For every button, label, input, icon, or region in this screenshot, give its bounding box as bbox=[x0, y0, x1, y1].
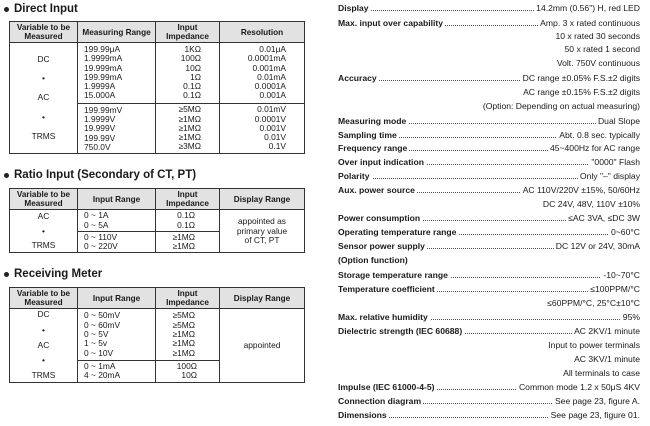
spec-label: Accuracy bbox=[338, 73, 377, 83]
header-input-impedance: Input Impedance bbox=[156, 288, 220, 309]
table-header-row bbox=[10, 189, 305, 210]
spec-label: Aux. power source bbox=[338, 185, 415, 195]
display-range-cell: appointed bbox=[220, 309, 305, 382]
left-column bbox=[4, 0, 306, 383]
spec-value: Common mode 1.2 x 50μS 4KV bbox=[518, 382, 640, 392]
spec-row bbox=[338, 227, 640, 238]
impedance-cell bbox=[156, 103, 220, 153]
range-value: 0 ~ 60mV bbox=[84, 319, 121, 330]
range-cell bbox=[78, 210, 156, 232]
spec-value: "0000" Flash bbox=[591, 157, 640, 167]
impedance-value: ≥5MΩ bbox=[172, 319, 195, 330]
variable-label: AC bbox=[37, 339, 50, 350]
header-display-range: Display Range bbox=[220, 288, 305, 309]
spec-value: 50 x rated 1 second bbox=[564, 44, 640, 54]
header-measuring-range: Measuring Range bbox=[78, 22, 156, 43]
display-range-line: primary value bbox=[236, 225, 288, 236]
impedance-value: ≥1MΩ bbox=[172, 347, 195, 358]
variable-label: • bbox=[42, 355, 45, 366]
variable-cell bbox=[10, 309, 78, 382]
range-value: 750.0V bbox=[84, 141, 111, 152]
spec-row bbox=[338, 241, 640, 252]
receiving-meter-table bbox=[9, 287, 305, 382]
spec-value: ≤100PPM/°C bbox=[590, 284, 640, 294]
range-cell bbox=[78, 231, 156, 253]
variable-label: AC bbox=[37, 211, 50, 222]
spec-row bbox=[338, 270, 640, 281]
spec-value: Amp. 3 x rated continuous bbox=[540, 18, 640, 28]
bullet-icon bbox=[4, 272, 9, 277]
range-value: 199.99mA bbox=[84, 71, 123, 82]
spec-label: Display bbox=[338, 3, 369, 13]
range-value: 0 ~ 1mA bbox=[84, 360, 116, 371]
range-value: 1.9999mA bbox=[84, 53, 123, 64]
impedance-value: ≥5MΩ bbox=[178, 104, 201, 115]
range-value: 0 ~ 5V bbox=[84, 329, 109, 340]
bullet-icon bbox=[4, 173, 9, 178]
spec-row bbox=[338, 143, 640, 154]
spec-value: ≤AC 3VA, ≤DC 3W bbox=[568, 213, 640, 223]
range-value: 0 ~ 220V bbox=[84, 241, 118, 252]
range-value: 1.9999A bbox=[84, 81, 116, 92]
spec-label: Sampling time bbox=[338, 130, 397, 140]
header-display-range: Display Range bbox=[220, 189, 305, 210]
variable-label: AC bbox=[37, 92, 50, 103]
impedance-cell bbox=[156, 210, 220, 232]
range-value: 199.99mV bbox=[84, 104, 123, 115]
spec-label: Measuring mode bbox=[338, 116, 407, 126]
spec-value: ≤60PPM/°C, 25°C±10°C bbox=[547, 298, 640, 308]
impedance-value: ≥1MΩ bbox=[178, 113, 201, 124]
spec-row bbox=[338, 199, 640, 210]
impedance-value: 10Ω bbox=[181, 370, 197, 381]
range-value: 0 ~ 110V bbox=[84, 231, 118, 242]
impedance-cell bbox=[156, 231, 220, 253]
spec-row bbox=[338, 213, 640, 224]
spec-value: See page 23, figure 01. bbox=[550, 410, 640, 420]
spec-value: AC range ±0.15% F.S.±2 digits bbox=[523, 87, 640, 97]
spec-row bbox=[338, 44, 640, 55]
range-value: 199.99μA bbox=[84, 44, 121, 54]
resolution-value: 0.1V bbox=[268, 141, 286, 152]
spec-value: 0~60°C bbox=[611, 227, 640, 237]
spec-row bbox=[338, 18, 640, 29]
table-row bbox=[10, 309, 305, 360]
variable-label: TRMS bbox=[31, 370, 56, 381]
spec-row bbox=[338, 326, 640, 337]
range-cell bbox=[78, 309, 156, 360]
impedance-value: 0.1Ω bbox=[183, 90, 201, 101]
spec-row bbox=[338, 31, 640, 42]
spec-row bbox=[338, 73, 640, 84]
impedance-cell bbox=[156, 43, 220, 104]
impedance-value: 100Ω bbox=[176, 360, 197, 371]
spec-row bbox=[338, 116, 640, 127]
ratio-input-section-title bbox=[4, 168, 306, 182]
spec-value: Input to power terminals bbox=[548, 340, 640, 350]
header-input-impedance: Input Impedance bbox=[156, 22, 220, 43]
spec-value: See page 23, figure A. bbox=[554, 396, 640, 406]
receiving-meter-section-title bbox=[4, 267, 306, 281]
spec-label: (Option function) bbox=[338, 255, 408, 265]
range-value: 19.999mA bbox=[84, 62, 123, 73]
spec-row bbox=[338, 340, 640, 351]
variable-label: TRMS bbox=[31, 240, 56, 250]
spec-label: Operating temperature range bbox=[338, 227, 457, 237]
resolution-value: 0.01mV bbox=[257, 104, 286, 115]
spec-row bbox=[338, 185, 640, 196]
spec-row bbox=[338, 396, 640, 407]
direct-input-title: Direct Input bbox=[14, 3, 78, 15]
spec-value: AC 2KV/1 minute bbox=[574, 326, 640, 336]
variable-cell bbox=[10, 210, 78, 253]
impedance-value: ≥1MΩ bbox=[178, 132, 201, 143]
spec-value: AC 3KV/1 minute bbox=[574, 354, 640, 364]
impedance-cell bbox=[156, 360, 220, 382]
spec-label: Temperature coefficient bbox=[338, 284, 435, 294]
resolution-value: 0.001mA bbox=[252, 62, 286, 73]
spec-value: Volt. 750V continuous bbox=[556, 58, 640, 68]
spec-label: Frequency range bbox=[338, 143, 408, 153]
spec-value: 10 x rated 30 seconds bbox=[555, 31, 640, 41]
variable-label: • bbox=[42, 225, 45, 236]
spec-value: 14.2mm (0.56") H, red LED bbox=[536, 3, 640, 13]
spec-row bbox=[338, 284, 640, 295]
spec-row bbox=[338, 368, 640, 379]
display-range-line: appointed as bbox=[238, 216, 286, 227]
range-value: 15.000A bbox=[84, 90, 116, 101]
impedance-value: ≥3MΩ bbox=[178, 141, 201, 152]
spec-value: Only "–" display bbox=[579, 171, 640, 181]
range-cell bbox=[78, 43, 156, 104]
range-value: 0 ~ 5A bbox=[84, 219, 109, 230]
spec-value: DC range ±0.05% F.S.±2 digits bbox=[522, 73, 640, 83]
bullet-icon bbox=[4, 7, 9, 12]
spec-label: Polarity bbox=[338, 171, 370, 181]
impedance-value: 0.1Ω bbox=[177, 219, 195, 230]
resolution-cell bbox=[220, 43, 305, 104]
spec-label: Sensor power supply bbox=[338, 241, 425, 251]
range-value: 199.99V bbox=[84, 132, 116, 143]
spec-label: Power consumption bbox=[338, 213, 421, 223]
spec-label: Dimensions bbox=[338, 410, 387, 420]
resolution-cell bbox=[220, 103, 305, 153]
spec-row bbox=[338, 354, 640, 365]
resolution-value: 0.0001A bbox=[254, 81, 286, 92]
range-value: 19.999V bbox=[84, 123, 116, 134]
variable-label: • bbox=[42, 111, 45, 122]
direct-input-table bbox=[9, 21, 305, 154]
header-variable: Variable to be Measured bbox=[10, 22, 78, 43]
impedance-value: ≥1MΩ bbox=[172, 231, 195, 242]
spec-label: Over input indication bbox=[338, 157, 424, 167]
spec-row bbox=[338, 410, 640, 421]
variable-label: TRMS bbox=[31, 131, 56, 142]
variable-label: DC bbox=[37, 309, 50, 320]
spec-label: Impulse (IEC 61000-4-5) bbox=[338, 382, 435, 392]
spec-label: Max. input over capability bbox=[338, 18, 444, 28]
impedance-value: 0.1Ω bbox=[177, 210, 195, 221]
spec-row bbox=[338, 298, 640, 309]
spec-row bbox=[338, 101, 640, 112]
spec-value: 95% bbox=[622, 312, 640, 322]
resolution-value: 0.01μA bbox=[259, 44, 286, 54]
resolution-value: 0.001A bbox=[259, 90, 286, 101]
header-input-impedance: Input Impedance bbox=[156, 189, 220, 210]
receiving-meter-title: Receiving Meter bbox=[14, 268, 103, 281]
range-value: 1.9999V bbox=[84, 114, 116, 125]
header-input-range: Input Range bbox=[78, 189, 156, 210]
direct-input-section-title bbox=[4, 2, 306, 16]
impedance-value: 0.1Ω bbox=[183, 81, 201, 92]
variable-label: • bbox=[42, 324, 45, 335]
spec-value: DC 24V, 48V, 110V ±10% bbox=[542, 199, 640, 209]
spec-value: Abt. 0.8 sec. typically bbox=[559, 130, 640, 140]
spec-row bbox=[338, 312, 640, 323]
ratio-input-title: Ratio Input (Secondary of CT, PT) bbox=[14, 169, 197, 182]
spec-value: -10~70°C bbox=[603, 270, 640, 280]
spec-label: Max. relative humidity bbox=[338, 312, 428, 322]
impedance-value: 1Ω bbox=[190, 71, 201, 82]
range-value: 0 ~ 50mV bbox=[84, 310, 121, 321]
variable-cell bbox=[10, 43, 78, 154]
impedance-value: 1KΩ bbox=[184, 44, 201, 54]
range-value: 4 ~ 20mA bbox=[84, 370, 121, 381]
range-value: 0 ~ 1A bbox=[84, 210, 109, 221]
resolution-value: 0.0001mA bbox=[247, 53, 286, 64]
header-input-range: Input Range bbox=[78, 288, 156, 309]
header-variable: Variable to be Measured bbox=[10, 288, 78, 309]
spec-row bbox=[338, 87, 640, 98]
resolution-value: 0.0001V bbox=[254, 113, 286, 124]
range-value: 0 ~ 10V bbox=[84, 347, 114, 358]
range-value: 1 ~ 5v bbox=[84, 338, 108, 349]
impedance-value: ≥1MΩ bbox=[178, 122, 201, 133]
spec-label: Storage temperature range bbox=[338, 270, 448, 280]
spec-row bbox=[338, 171, 640, 182]
spec-label: Connection diagram bbox=[338, 396, 422, 406]
spec-value: All terminals to case bbox=[563, 368, 640, 378]
impedance-value: 100Ω bbox=[180, 53, 201, 64]
spec-label: Dielectric strength (IEC 60688) bbox=[338, 326, 463, 336]
impedance-value: ≥1MΩ bbox=[172, 338, 195, 349]
ratio-input-table bbox=[9, 188, 305, 253]
display-range-cell bbox=[220, 210, 305, 253]
impedance-cell bbox=[156, 309, 220, 360]
header-resolution: Resolution bbox=[220, 22, 305, 43]
resolution-value: 0.001V bbox=[259, 122, 286, 133]
spec-row bbox=[338, 3, 640, 14]
spec-value: 45~400Hz for AC range bbox=[549, 143, 640, 153]
spec-row bbox=[338, 255, 640, 266]
variable-label: • bbox=[42, 73, 45, 84]
header-variable: Variable to be Measured bbox=[10, 189, 78, 210]
spec-value: (Option: Depending on actual measuring) bbox=[482, 101, 640, 111]
spec-row bbox=[338, 382, 640, 393]
range-cell bbox=[78, 360, 156, 382]
impedance-value: ≥1MΩ bbox=[172, 241, 195, 252]
spec-row bbox=[338, 157, 640, 168]
resolution-value: 0.01mA bbox=[257, 71, 286, 82]
impedance-value: 10Ω bbox=[185, 62, 201, 73]
spec-value: Dual Slope bbox=[597, 116, 640, 126]
table-header-row bbox=[10, 288, 305, 309]
spec-row bbox=[338, 130, 640, 141]
resolution-value: 0.01V bbox=[264, 132, 286, 143]
impedance-value: ≥5MΩ bbox=[172, 310, 195, 321]
variable-label: DC bbox=[37, 53, 50, 64]
table-row bbox=[10, 43, 305, 104]
table-header-row bbox=[10, 22, 305, 43]
impedance-value: ≥1MΩ bbox=[172, 329, 195, 340]
display-range-line: of CT, PT bbox=[244, 235, 280, 245]
spec-value: DC 12V or 24V, 30mA bbox=[555, 241, 640, 251]
table-row bbox=[10, 210, 305, 232]
range-cell bbox=[78, 103, 156, 153]
spec-value: AC 110V/220V ±15%, 50/60Hz bbox=[522, 185, 640, 195]
spec-row bbox=[338, 58, 640, 69]
